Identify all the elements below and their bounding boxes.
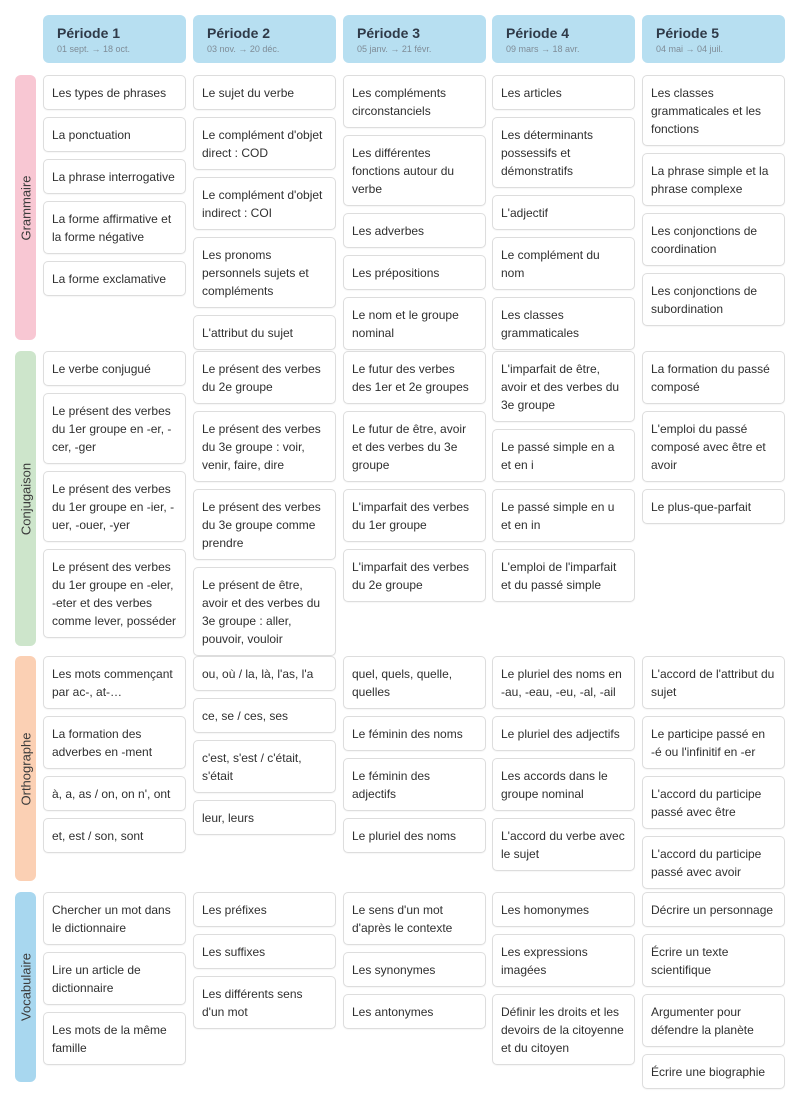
lesson-card[interactable]: Les accords dans le groupe nominal	[492, 758, 635, 811]
domain-column-3	[343, 75, 486, 357]
domain-label: Conjugaison	[18, 462, 33, 535]
lesson-card[interactable]: Le sens d'un mot d'après le contexte	[343, 892, 486, 945]
lesson-card[interactable]: L'attribut du sujet	[193, 315, 336, 350]
domain-column-3	[343, 351, 486, 609]
lesson-card[interactable]: L'imparfait de être, avoir et des verbes du 3e groupe	[492, 351, 635, 422]
lesson-card[interactable]: Écrire une biographie	[642, 1054, 785, 1089]
domain-column-5	[642, 656, 785, 896]
lesson-card[interactable]: Définir les droits et les devoirs de la citoyenne et du citoyen	[492, 994, 635, 1065]
lesson-card[interactable]: Les antonymes	[343, 994, 486, 1029]
lesson-card[interactable]: La phrase interrogative	[43, 159, 186, 194]
lesson-card[interactable]: Les synonymes	[343, 952, 486, 987]
lesson-card[interactable]: Le présent des verbes du 1er groupe en -er, -cer, -ger	[43, 393, 186, 464]
lesson-card[interactable]: Chercher un mot dans le dictionnaire	[43, 892, 186, 945]
lesson-card[interactable]: Le présent des verbes du 3e groupe comme prendre	[193, 489, 336, 560]
lesson-card[interactable]: Les compléments circonstanciels	[343, 75, 486, 128]
domain-column-2	[193, 75, 336, 357]
period-title: Période 5	[656, 25, 720, 41]
lesson-card[interactable]: La formation du passé composé	[642, 351, 785, 404]
domain-column-3	[343, 656, 486, 860]
domain-column-4	[492, 656, 635, 878]
lesson-card[interactable]: Les déterminants possessifs et démonstratifs	[492, 117, 635, 188]
lesson-card[interactable]: Le présent des verbes du 3e groupe : voir, venir, faire, dire	[193, 411, 336, 482]
lesson-card[interactable]: ou, où / la, là, l'as, l'a	[193, 656, 336, 691]
lesson-card[interactable]: Le passé simple en u et en in	[492, 489, 635, 542]
lesson-card[interactable]: Le pluriel des noms	[343, 818, 486, 853]
domain-label: Vocabulaire	[18, 953, 33, 1021]
lesson-card[interactable]: La forme exclamative	[43, 261, 186, 296]
domain-column-1	[43, 892, 186, 1072]
domain-column-5	[642, 892, 785, 1096]
period-header-4[interactable]	[492, 15, 635, 63]
domain-column-4	[492, 892, 635, 1072]
lesson-card[interactable]: Le complément d'objet direct : COD	[193, 117, 336, 170]
domain-column-4	[492, 75, 635, 357]
lesson-card[interactable]: Le présent des verbes du 2e groupe	[193, 351, 336, 404]
domain-column-2	[193, 351, 336, 663]
lesson-card[interactable]: L'imparfait des verbes du 1er groupe	[343, 489, 486, 542]
lesson-card[interactable]: Les suffixes	[193, 934, 336, 969]
period-dates: 01 sept. → 18 oct.	[57, 44, 131, 54]
lesson-card[interactable]: Le participe passé en -é ou l'infinitif en -er	[642, 716, 785, 769]
lesson-card[interactable]: Les prépositions	[343, 255, 486, 290]
lesson-card[interactable]: Les mots de la même famille	[43, 1012, 186, 1065]
lesson-card[interactable]: c'est, s'est / c'était, s'était	[193, 740, 336, 793]
lesson-card[interactable]: et, est / son, sont	[43, 818, 186, 853]
lesson-card[interactable]: La ponctuation	[43, 117, 186, 152]
lesson-card[interactable]: leur, leurs	[193, 800, 336, 835]
domain-column-1	[43, 75, 186, 303]
lesson-card[interactable]: Les mots commençant par ac-, at-…	[43, 656, 186, 709]
lesson-card[interactable]: Le sujet du verbe	[193, 75, 336, 110]
domain-column-3	[343, 892, 486, 1036]
domain-label: Orthographe	[18, 732, 33, 805]
lesson-card[interactable]: quel, quels, quelle, quelles	[343, 656, 486, 709]
lesson-card[interactable]: Les types de phrases	[43, 75, 186, 110]
lesson-card[interactable]: Le présent de être, avoir et des verbes du 3e groupe : aller, pouvoir, vouloir	[193, 567, 336, 656]
domain-column-5	[642, 351, 785, 531]
lesson-card[interactable]: Le féminin des adjectifs	[343, 758, 486, 811]
lesson-card[interactable]: L'imparfait des verbes du 2e groupe	[343, 549, 486, 602]
period-header-2[interactable]	[193, 15, 336, 63]
lesson-card[interactable]: La formation des adverbes en -ment	[43, 716, 186, 769]
lesson-card[interactable]: Les différentes fonctions autour du verbe	[343, 135, 486, 206]
period-header-5[interactable]	[642, 15, 785, 63]
period-dates: 04 mai → 04 juil.	[656, 44, 724, 54]
lesson-card[interactable]: Le pluriel des adjectifs	[492, 716, 635, 751]
lesson-card[interactable]: L'accord du participe passé avec être	[642, 776, 785, 829]
domain-column-2	[193, 892, 336, 1036]
lesson-card[interactable]: Les préfixes	[193, 892, 336, 927]
lesson-card[interactable]: ce, se / ces, ses	[193, 698, 336, 733]
lesson-card[interactable]: Les conjonctions de coordination	[642, 213, 785, 266]
lesson-card[interactable]: Le futur des verbes des 1er et 2e groupes	[343, 351, 486, 404]
lesson-card[interactable]: Le complément d'objet indirect : COI	[193, 177, 336, 230]
lesson-card[interactable]: Écrire un texte scientifique	[642, 934, 785, 987]
lesson-card[interactable]: Les conjonctions de subordination	[642, 273, 785, 326]
domain-tab-conjugaison	[15, 351, 36, 646]
lesson-card[interactable]: Les homonymes	[492, 892, 635, 927]
lesson-card[interactable]: Le passé simple en a et en i	[492, 429, 635, 482]
lesson-card[interactable]: Le nom et le groupe nominal	[343, 297, 486, 350]
period-dates: 05 janv. → 21 févr.	[357, 44, 432, 54]
domain-tab-orthographe	[15, 656, 36, 881]
domain-label: Grammaire	[18, 174, 33, 241]
lesson-card[interactable]: Le verbe conjugué	[43, 351, 186, 386]
period-dates: 03 nov. → 20 déc.	[207, 44, 280, 54]
domain-tab-grammaire	[15, 75, 36, 340]
lesson-card[interactable]: L'emploi de l'imparfait et du passé simple	[492, 549, 635, 602]
lesson-card[interactable]: Les expressions imagées	[492, 934, 635, 987]
lesson-card[interactable]: à, a, as / on, on n', ont	[43, 776, 186, 811]
lesson-card[interactable]: Les classes grammaticales	[492, 297, 635, 350]
lesson-card[interactable]: Les différents sens d'un mot	[193, 976, 336, 1029]
lesson-card[interactable]: Les adverbes	[343, 213, 486, 248]
period-header-3[interactable]	[343, 15, 486, 63]
period-title: Période 4	[506, 25, 570, 41]
lesson-card[interactable]: Les articles	[492, 75, 635, 110]
lesson-card[interactable]: Le pluriel des noms en -au, -eau, -eu, -al, -ail	[492, 656, 635, 709]
lesson-card[interactable]: Le plus-que-parfait	[642, 489, 785, 524]
lesson-card[interactable]: Le présent des verbes du 1er groupe en -eler, -eter et des verbes comme lever, posséder	[43, 549, 186, 638]
lesson-card[interactable]: Le complément du nom	[492, 237, 635, 290]
domain-tab-vocabulaire	[15, 892, 36, 1082]
lesson-card[interactable]: La forme affirmative et la forme négative	[43, 201, 186, 254]
lesson-card[interactable]: L'adjectif	[492, 195, 635, 230]
domain-column-5	[642, 75, 785, 333]
lesson-card[interactable]: L'accord de l'attribut du sujet	[642, 656, 785, 709]
lesson-card[interactable]: Décrire un personnage	[642, 892, 785, 927]
period-title: Période 3	[357, 25, 421, 41]
lesson-card[interactable]: Les classes grammaticales et les fonctions	[642, 75, 785, 146]
lesson-card[interactable]: Le présent des verbes du 1er groupe en -ier, -uer, -ouer, -yer	[43, 471, 186, 542]
domain-column-1	[43, 656, 186, 860]
domain-column-1	[43, 351, 186, 645]
period-dates: 09 mars → 18 avr.	[506, 44, 580, 54]
lesson-card[interactable]: L'accord du participe passé avec avoir	[642, 836, 785, 889]
lesson-card[interactable]: Argumenter pour défendre la planète	[642, 994, 785, 1047]
period-title: Période 2	[207, 25, 271, 41]
lesson-card[interactable]: Le féminin des noms	[343, 716, 486, 751]
domain-column-2	[193, 656, 336, 842]
domain-column-4	[492, 351, 635, 609]
lesson-card[interactable]: Le futur de être, avoir et des verbes du 3e groupe	[343, 411, 486, 482]
lesson-card[interactable]: L'emploi du passé composé avec être et avoir	[642, 411, 785, 482]
period-header-1[interactable]	[43, 15, 186, 63]
period-title: Période 1	[57, 25, 121, 41]
lesson-card[interactable]: Lire un article de dictionnaire	[43, 952, 186, 1005]
lesson-card[interactable]: L'accord du verbe avec le sujet	[492, 818, 635, 871]
lesson-card[interactable]: Les pronoms personnels sujets et compléments	[193, 237, 336, 308]
lesson-card[interactable]: La phrase simple et la phrase complexe	[642, 153, 785, 206]
